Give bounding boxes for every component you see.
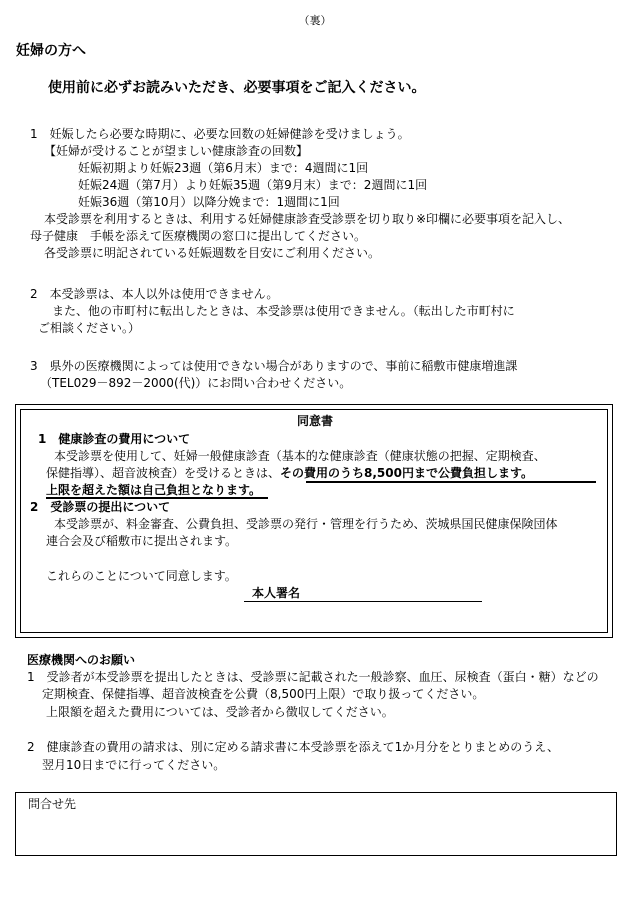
medical-item1-line: 1 受診者が本受診票を提出したときは、受診票に記載された一般診察、血圧、尿検査（蛋白・糖）などの: [27, 670, 599, 684]
contact-label: 問合せ先: [28, 797, 77, 811]
consent-item2-heading: 2 受診票の提出について: [30, 500, 171, 514]
consent-item1-text: 保健指導）、超音波検査）を受けるときは、: [46, 466, 281, 480]
medical-item2-line: 2 健康診査の費用の請求は、別に定める請求書に本受診票を添えて1か月分をとりまとめのうえ、: [27, 740, 559, 754]
consent-agree-text: これらのことについて同意します。: [46, 569, 237, 583]
consent-item2-line: 本受診票が、料金審査、公費負担、受診票の発行・管理を行うため、茨城県国民健康保険団体: [54, 517, 558, 531]
schedule-item: 妊娠24週（第7月）より妊娠35週（第9月末）まで：2週間に1回: [78, 178, 428, 192]
section1-paragraph: 各受診票に明記されている妊娠週数を目安にご利用ください。: [44, 246, 381, 260]
section3-line: （TEL029－892－2000(代)）にお問い合わせください。: [40, 376, 352, 390]
medical-item1-line: 定期検査、保健指導、超音波検査を公費（8,500円上限）で取り扱ってください。: [42, 687, 485, 701]
section1-paragraph: 本受診票を利用するときは、利用する妊婦健康診査受診票を切り取り※印欄に必要事項を記入し、: [44, 212, 571, 226]
medical-item2-line: 翌月10日までに行ってください。: [42, 758, 226, 772]
signature-label: 本人署名: [252, 586, 301, 600]
page-title: 妊婦の方へ: [16, 43, 86, 59]
consent-item2-line: 連合会及び稲敷市に提出されます。: [46, 534, 238, 548]
consent-item1-line: [46, 465, 533, 481]
section2-heading: 2 本受診票は、本人以外は使用できません。: [30, 287, 279, 301]
contact-box: [15, 792, 617, 856]
consent-title: 同意書: [296, 414, 333, 428]
section3-line: 3 県外の医療機関によっては使用できない場合がありますので、事前に稲敷市健康増進課: [30, 359, 518, 373]
medical-title: 医療機関へのお願い: [27, 653, 136, 667]
signature-line[interactable]: [244, 601, 482, 602]
schedule-item: 妊娠初期より妊娠23週（第6月末）まで：4週間に1回: [78, 161, 369, 175]
section2-line: また、他の市町村に転出したときは、本受診票は使用できません。（転出した市町村に: [52, 304, 515, 318]
consent-item1-line: 本受診票を使用して、妊婦一般健康診査（基本的な健康診査（健康状態の把握、定期検査、: [54, 449, 546, 463]
section1-paragraph: 母子健康 手帳を添えて医療機関の窓口に提出してください。: [30, 229, 367, 243]
schedule-item: 妊娠36週（第10月）以降分娩まで：1週間に1回: [78, 195, 340, 209]
section1-heading: 1 妊娠したら必要な時期に、必要な回数の妊婦健診を受けましょう。: [30, 127, 410, 141]
lead-instruction: 使用前に必ずお読みいただき、必要事項をご記入ください。: [48, 80, 426, 96]
self-pay-notice: 上限を超えた額は自己負担となります。: [46, 483, 262, 497]
emphasis-underline: [306, 481, 596, 483]
medical-item1-line: 上限額を超えた費用については、受診者から徴収してください。: [46, 705, 394, 719]
section2-line: ご相談ください。）: [38, 321, 141, 335]
consent-item1-heading: 1 健康診査の費用について: [38, 432, 191, 446]
public-funding-limit: その費用のうち8,500円まで公費負担します。: [280, 466, 534, 480]
schedule-title: 【妊婦が受けることが望ましい健康診査の回数】: [44, 144, 309, 158]
page-side-mark: （裏）: [298, 14, 332, 27]
